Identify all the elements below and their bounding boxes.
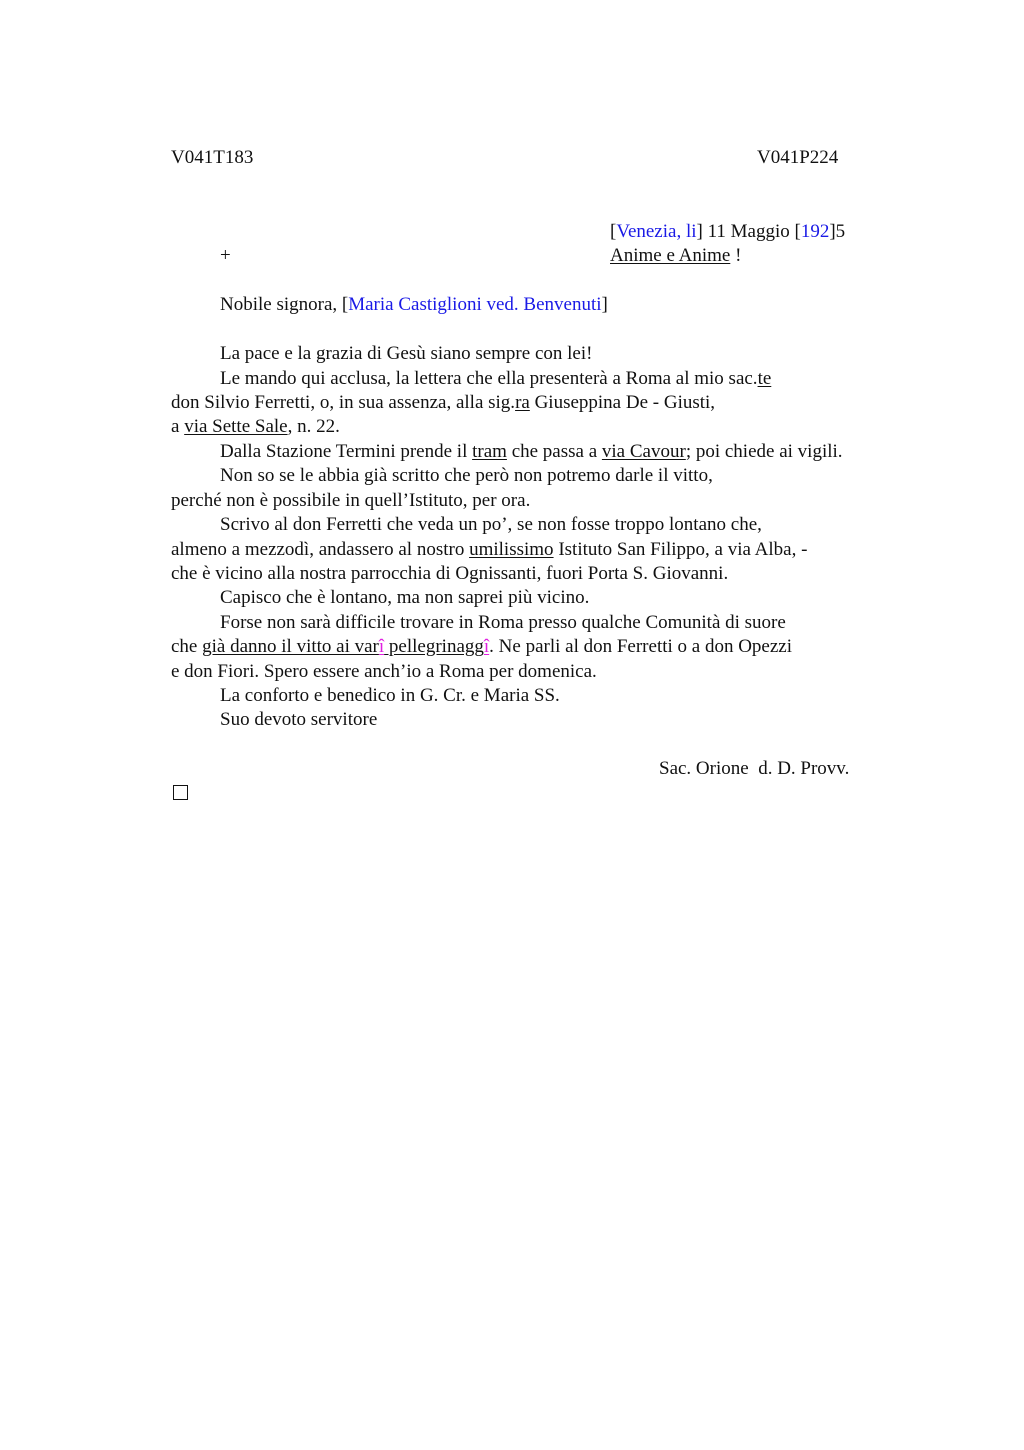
dateline-year-part: 192 — [800, 221, 830, 242]
document-code-left: V041T183 — [171, 147, 254, 168]
body-line: almeno a mezzodì, andassero al nostro umilissimo Istituto San Filippo, a via Alba, - — [171, 539, 808, 560]
body-line: che è vicino alla nostra parrocchia di Ognissanti, fuori Porta S. Giovanni. — [171, 563, 729, 584]
body-line: Non so se le abbia già scritto che però non potremo darle il vitto, — [220, 465, 713, 486]
body-line: perché non è possibile in quell’Istituto, per ora. — [171, 490, 531, 511]
document-code-right: V041P224 — [757, 147, 839, 168]
signature: Sac. Orione d. D. Provv. — [659, 758, 850, 779]
body-line: Suo devoto servitore — [220, 709, 378, 730]
body-line: Capisco che è lontano, ma non saprei più vicino. — [220, 587, 590, 608]
dateline: [Venezia, li] 11 Maggio [192]5 — [610, 221, 846, 242]
end-box-icon — [173, 785, 188, 800]
body-line: Dalla Stazione Termini prende il tram che passa a via Cavour; poi chiede ai vigili. — [220, 441, 843, 462]
body-line: La pace e la grazia di Gesù siano sempre con lei! — [220, 343, 593, 364]
body-line: e don Fiori. Spero essere anch’io a Roma per domenica. — [171, 661, 597, 682]
motto-text: Anime e Anime — [610, 245, 731, 266]
body-line: La conforto e benedico in G. Cr. e Maria SS. — [220, 685, 560, 706]
body-line: Scrivo al don Ferretti che veda un po’, se non fosse troppo lontano che, — [220, 514, 762, 535]
salutation: Nobile signora, [Maria Castiglioni ved. Benvenuti] — [220, 294, 608, 315]
body-line: a via Sette Sale, n. 22. — [171, 416, 340, 437]
body-line: Le mando qui acclusa, la lettera che ella presenterà a Roma al mio sac.te — [220, 368, 772, 389]
motto: Anime e Anime ! — [610, 245, 742, 266]
dateline-place: Venezia, li — [616, 221, 697, 242]
body-line: Forse non sarà difficile trovare in Roma presso qualche Comunità di suore — [220, 612, 786, 633]
body-line: che già danno il vitto ai varî pellegrinaggî. Ne parli al don Ferretti o a don Opezzi — [171, 636, 793, 657]
body-line: don Silvio Ferretti, o, in sua assenza, alla sig.ra Giuseppina De - Giusti, — [171, 392, 716, 413]
cross-mark: + — [220, 245, 231, 266]
recipient-name: Maria Castiglioni ved. Benvenuti — [348, 294, 602, 315]
